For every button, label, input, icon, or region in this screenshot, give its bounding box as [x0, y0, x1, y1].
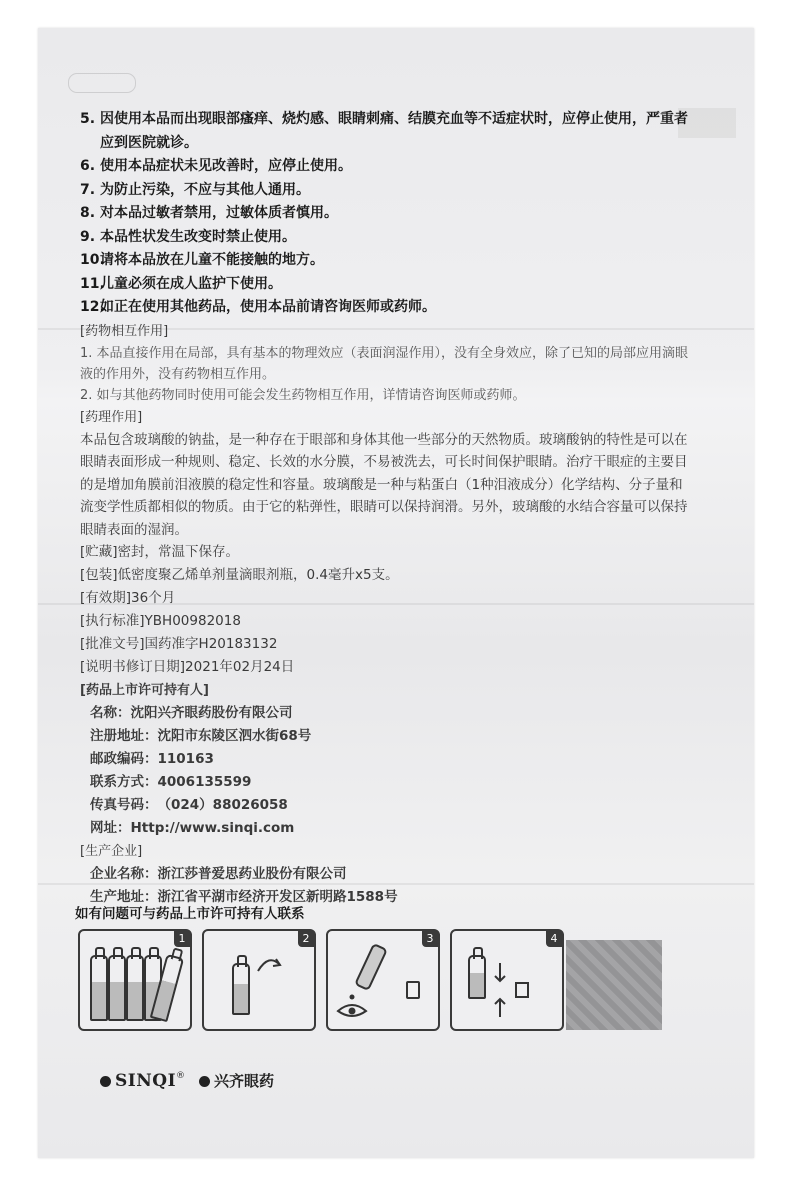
redacted-qr-code: [566, 940, 662, 1030]
brand-cn-text: 兴齐眼药: [214, 1072, 275, 1090]
standard-value: YBH00982018: [144, 613, 241, 629]
validity-row: [80, 587, 690, 610]
step-number: 3: [422, 931, 438, 947]
precaution-number: 6.: [80, 158, 96, 174]
precaution-text: 使用本品症状未见改善时，应停止使用。: [100, 158, 352, 174]
precaution-text: 本品性状发生改变时禁止使用。: [100, 228, 296, 245]
precaution-item: [80, 108, 690, 155]
cap-icon: [406, 981, 420, 999]
brand-logo: [100, 1070, 274, 1091]
approval-label: [批准文号]: [80, 636, 145, 652]
contact-note: 如有问题可与药品上市许可持有人联系: [75, 906, 305, 922]
precaution-text: 因使用本品而出现眼部瘙痒、烧灼感、眼睛刺痛、结膜充血等不适症状时，应停止使用，严重者应到医院就诊。: [100, 111, 688, 151]
storage-row: [80, 541, 690, 564]
manufacturer-heading: [生产企业]: [80, 844, 143, 859]
storage-label: [贮藏]: [80, 544, 118, 560]
package-row: [80, 564, 690, 587]
interactions-heading: [药物相互作用]: [80, 323, 169, 339]
twist-arrow-icon: [254, 951, 284, 981]
standard-label: [执行标准]: [80, 613, 145, 629]
usage-steps: [78, 929, 564, 1031]
approval-row: [80, 633, 690, 656]
holder-heading: [药品上市许可持有人]: [80, 683, 209, 698]
precautions-list: [80, 108, 690, 320]
info-row: [90, 702, 690, 725]
revision-row: [80, 656, 690, 679]
info-value: 沈阳市东陵区泗水街68号: [157, 728, 312, 744]
info-key: 注册地址：: [90, 728, 158, 744]
revision-label: [说明书修订日期]: [80, 659, 186, 675]
info-row: [90, 748, 690, 771]
precaution-item: [80, 202, 690, 226]
ampoule-icon: [108, 955, 126, 1021]
validity-value: 36个月: [131, 590, 176, 606]
step-number: 2: [298, 931, 314, 947]
info-key: 邮政编码：: [90, 751, 158, 767]
info-row: [90, 771, 690, 794]
precaution-number: 5.: [80, 111, 96, 127]
info-row: [90, 863, 690, 886]
precaution-item: [80, 273, 690, 297]
ampoule-icon: [126, 955, 144, 1021]
precaution-number: 8.: [80, 205, 96, 221]
info-key: 传真号码：: [90, 797, 158, 813]
info-value: 沈阳兴齐眼药股份有限公司: [130, 705, 293, 721]
precaution-item: [80, 249, 690, 273]
interactions-item: 1. 本品直接作用在局部，具有基本的物理效应（表面润湿作用），没有全身效应，除了已知的局部应用滴眼液的作用外，没有药物相互作用。: [80, 345, 689, 382]
pharmacology-text: 本品包含玻璃酸的钠盐，是一种存在于眼部和身体其他一些部分的天然物质。玻璃酸钠的特性是可以在眼睛表面形成一种规则、稳定、长效的水分膜，不易被洗去，可长时间保护眼睛。治疗干眼症的主要目的是增加角膜前泪液膜的稳定性和容量。玻璃酸是一种与粘蛋白（1种泪液成分）化学结构、分子量和流变学性质都相似的物质。由于它的粘弹性，眼睛可以保持润滑。另外，玻璃酸的水结合容量可以保持眼睛表面的湿润。: [80, 431, 688, 538]
info-key: 企业名称：: [90, 866, 158, 882]
info-key: 生产地址：: [90, 889, 158, 905]
step-1-illustration: [78, 929, 192, 1031]
info-value: 浙江莎普爱思药业股份有限公司: [157, 866, 347, 882]
precaution-number: 7.: [80, 181, 96, 198]
info-value: Http://www.sinqi.com: [130, 820, 295, 836]
step-3-illustration: [326, 929, 440, 1031]
brand-cn: [199, 1070, 274, 1091]
precaution-number: 10.: [80, 252, 105, 268]
info-row: [90, 794, 690, 817]
approval-value: 国药准字H20183132: [144, 636, 278, 652]
show-through-badge: [68, 73, 136, 93]
eye-drop-icon: [336, 941, 406, 1021]
registered-mark: ®: [176, 1070, 186, 1081]
info-key: 名称：: [90, 705, 131, 721]
info-row: [90, 725, 690, 748]
info-row: [90, 817, 690, 840]
package-value: 低密度聚乙烯单剂量滴眼剂瓶，0.4毫升x5支。: [117, 567, 399, 583]
storage-value: 密封，常温下保存。: [117, 544, 240, 560]
step-2-illustration: [202, 929, 316, 1031]
precaution-text: 儿童必须在成人监护下使用。: [100, 275, 282, 292]
ampoule-icon: [232, 963, 250, 1015]
precaution-number: 12.: [80, 299, 105, 315]
info-value: 110163: [157, 751, 214, 767]
ampoule-icon: [468, 955, 486, 999]
package-label: [包装]: [80, 567, 118, 583]
precaution-item: [80, 296, 690, 320]
info-key: 联系方式：: [90, 774, 158, 790]
step-number: 4: [546, 931, 562, 947]
flower-icon: [100, 1076, 111, 1087]
step-number: 1: [174, 931, 190, 947]
precaution-number: 11.: [80, 275, 105, 292]
validity-label: [有效期]: [80, 590, 132, 606]
recap-arrow-icon: [492, 961, 542, 1021]
precaution-item: [80, 155, 690, 179]
info-value: 浙江省平湖市经济开发区新明路1588号: [157, 889, 398, 905]
info-value: 4006135599: [157, 774, 252, 790]
revision-value: 2021年02月24日: [185, 659, 295, 675]
leaflet-content: [80, 108, 690, 909]
precaution-item: [80, 226, 690, 250]
brand-en-text: SINQI: [115, 1070, 177, 1091]
step-4-illustration: [450, 929, 564, 1031]
info-value: （024）88026058: [157, 797, 288, 813]
brand-en: [100, 1071, 185, 1091]
precaution-text: 如正在使用其他药品，使用本品前请咨询医师或药师。: [100, 299, 436, 315]
holder-fields: [80, 702, 690, 840]
precaution-text: 请将本品放在儿童不能接触的地方。: [100, 252, 324, 268]
ampoule-icon: [90, 955, 108, 1021]
precaution-number: 9.: [80, 228, 96, 245]
pharmacology-heading: [药理作用]: [80, 409, 143, 425]
info-key: 网址：: [90, 820, 131, 836]
precaution-item: [80, 179, 690, 203]
interactions-item: 2. 如与其他药物同时使用可能会发生药物相互作用，详情请咨询医师或药师。: [80, 387, 526, 403]
precaution-text: 为防止污染，不应与其他人通用。: [100, 181, 310, 198]
precaution-text: 对本品过敏者禁用，过敏体质者慎用。: [100, 205, 338, 221]
flower-icon: [199, 1076, 210, 1087]
standard-row: [80, 610, 690, 633]
